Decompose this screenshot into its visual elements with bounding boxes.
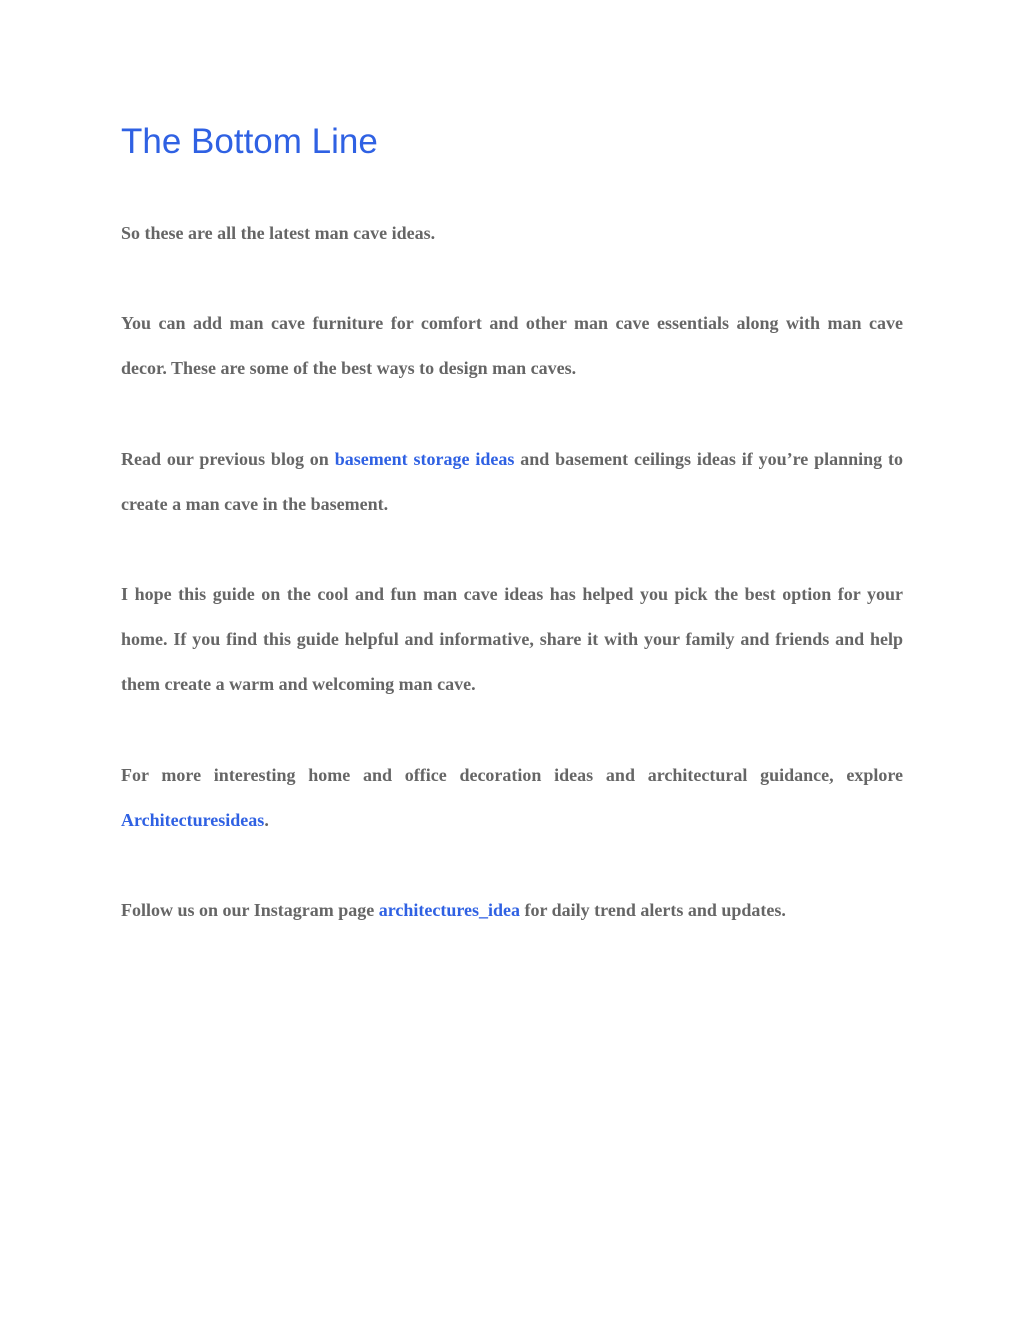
paragraph-previous-blog — [121, 437, 903, 527]
basement-storage-ideas-link[interactable]: basement storage ideas — [334, 449, 515, 469]
page-title: The Bottom Line — [121, 122, 378, 161]
paragraph-text: Follow us on our Instagram page — [121, 900, 379, 920]
paragraph-intro: So these are all the latest man cave ideas. — [121, 223, 436, 243]
paragraph-furniture: You can add man cave furniture for comfort and other man cave essentials along with man cave decor. These are some of the best ways to design man caves. — [121, 313, 903, 378]
paragraph-text: Read our previous blog on — [121, 449, 335, 469]
paragraph-text: For more interesting home and office decoration ideas and architectural guidance, explore — [121, 765, 903, 785]
paragraph-text: and basement ceilings ideas if you’re planning to create a man cave in the basement. — [121, 449, 903, 514]
paragraph-text: . — [264, 810, 269, 830]
instagram-architectures-idea-link[interactable]: architectures_idea — [378, 900, 521, 920]
architecturesideas-link[interactable]: Architecturesideas — [121, 810, 265, 830]
paragraph-instagram — [121, 888, 903, 933]
paragraph-text: for daily trend alerts and updates. — [520, 900, 786, 920]
paragraph-hope: I hope this guide on the cool and fun man cave ideas has helped you pick the best option for your home. If you find this guide helpful and informative, share it with your family and friends and help them create a warm and welcoming man cave. — [121, 584, 903, 694]
paragraph-explore — [121, 753, 903, 843]
